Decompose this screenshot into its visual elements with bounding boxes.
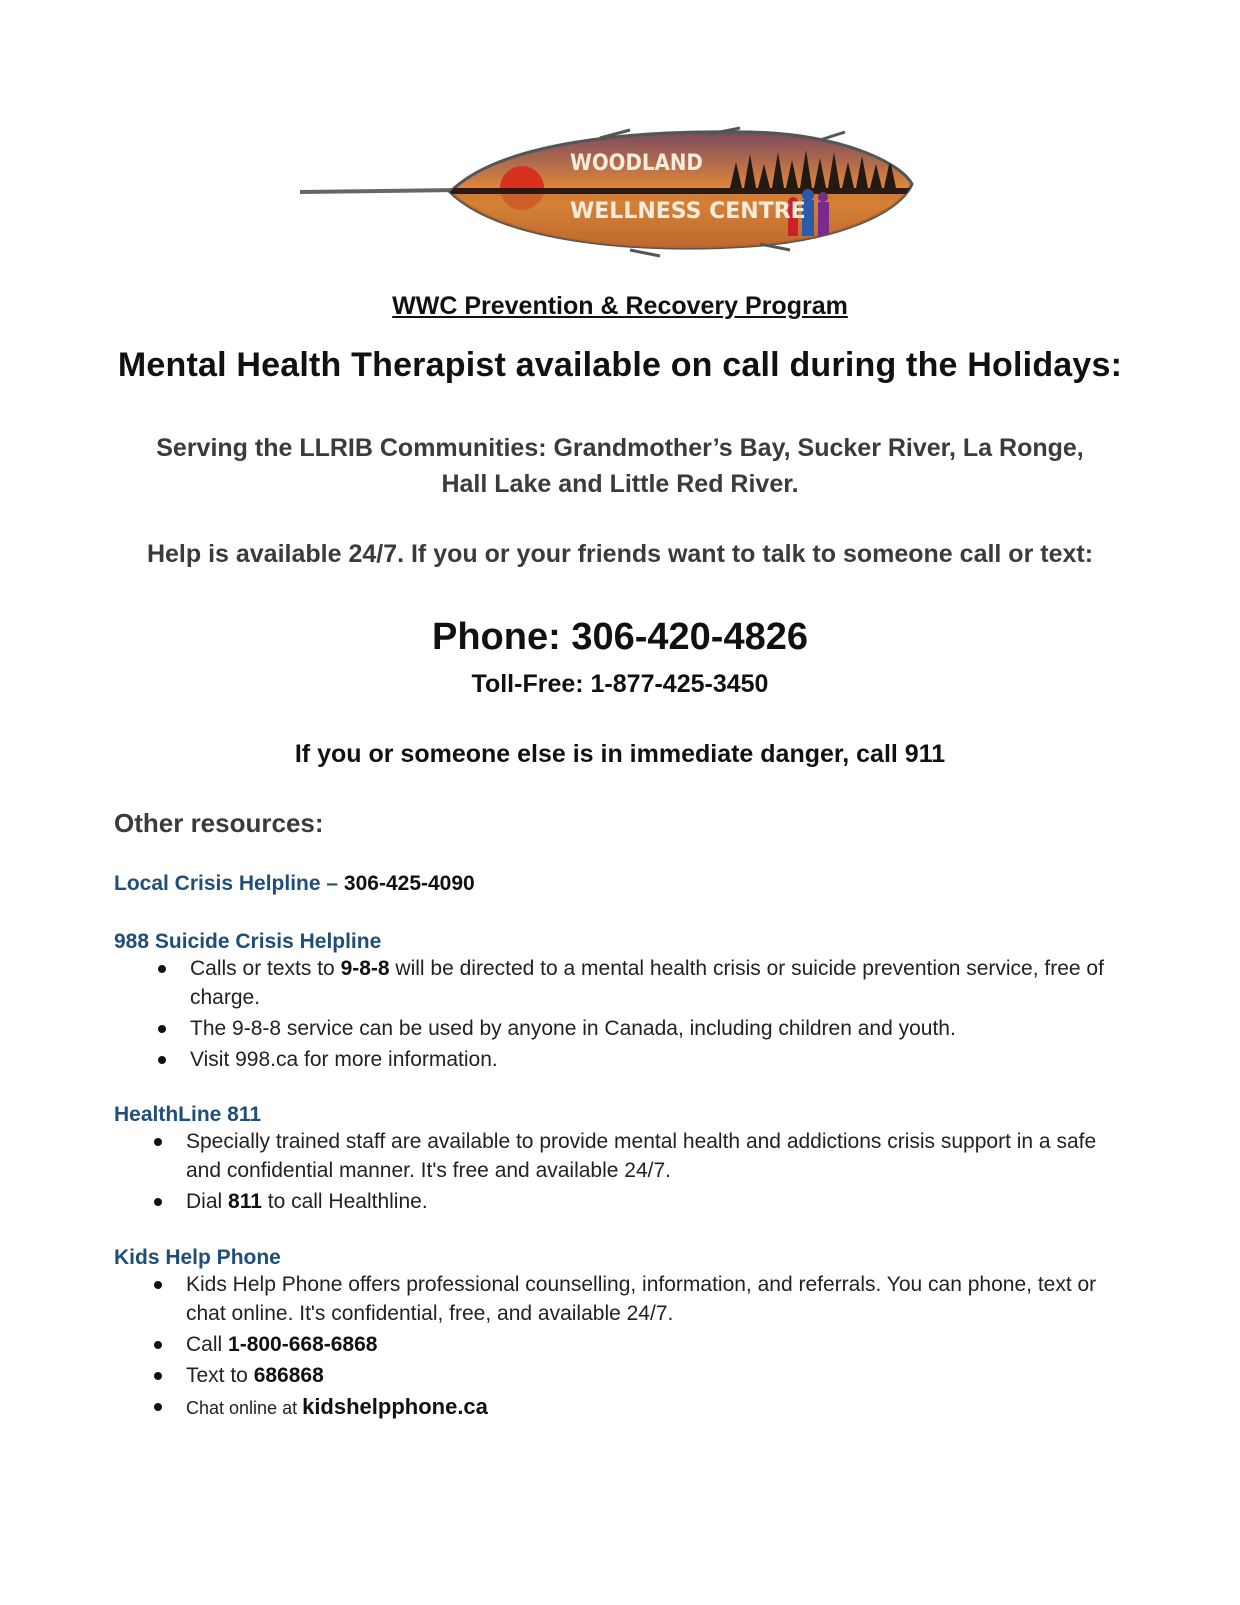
kids-help-phone-title: Kids Help Phone [114,1246,281,1269]
serving-line-2: Hall Lake and Little Red River. [441,470,799,498]
serving-communities [60,430,1180,502]
local-crisis-title: Local Crisis Helpline – [114,872,339,895]
woodland-wellness-logo [300,122,924,262]
list-item: Chat online at kidshelpphone.ca [186,1392,1116,1423]
kids-help-phone-list [186,1270,1116,1425]
list-item: Specially trained staff are available to provide mental health and addictions crisis support in a safe and confidential manner. It's free and available 24/7. [186,1127,1116,1185]
list-item: Dial 811 to call Healthline. [186,1187,1116,1216]
phone-number: Phone: 306-420-4826 [432,616,808,658]
other-resources-heading: Other resources: [114,808,324,838]
list-item: Visit 998.ca for more information. [190,1045,1120,1074]
danger-notice: If you or someone else is in immediate danger, call 911 [294,740,946,768]
help-available-text: Help is available 24/7. If you or your friends want to talk to someone call or text: [146,540,1094,568]
local-crisis-number: 306-425-4090 [338,872,475,895]
list-item: Kids Help Phone offers professional counselling, information, and referrals. You can phone, text or chat online. It's confidential, free, and available 24/7. [186,1270,1116,1328]
local-crisis-helpline [114,872,475,896]
program-title: WWC Prevention & Recovery Program [392,292,848,320]
healthline-title: HealthLine 811 [114,1103,262,1126]
logo-text-line2: WELLNESS CENTRE [570,199,806,224]
list-item: Calls or texts to 9-8-8 will be directed to a mental health crisis or suicide prevention service, free of charge. [190,954,1120,1012]
toll-free-number: Toll-Free: 1-877-425-3450 [471,670,769,698]
healthline-list [186,1127,1116,1218]
serving-line-1: Serving the LLRIB Communities: Grandmother’s Bay, Sucker River, La Ronge, [156,434,1084,462]
feather-logo-graphic [300,122,924,262]
logo-text-line1: WOODLAND [570,151,703,176]
list-item: Text to 686868 [186,1361,1116,1390]
list-item: Call 1-800-668-6868 [186,1330,1116,1359]
main-heading: Mental Health Therapist available on call during the Holidays: [117,346,1123,384]
list-item: The 9-8-8 service can be used by anyone in Canada, including children and youth. [190,1014,1120,1043]
suicide-crisis-helpline-title: 988 Suicide Crisis Helpline [114,930,382,953]
suicide-crisis-list [190,954,1120,1076]
